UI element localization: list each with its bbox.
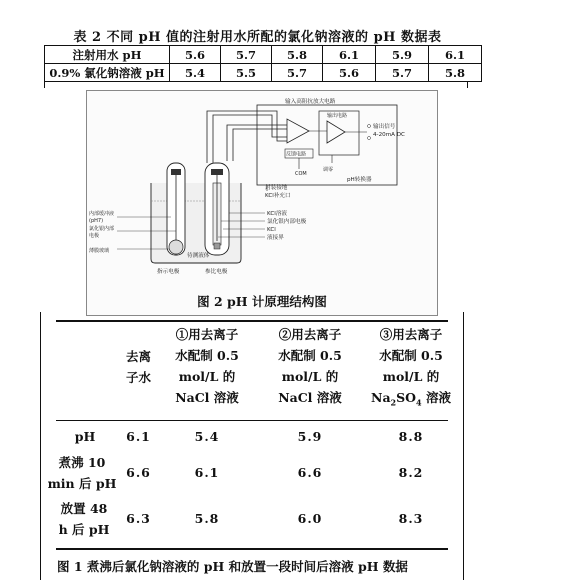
table-cell: 6.1: [429, 46, 482, 64]
amplifier-1: [287, 119, 309, 143]
ground-label: 封装接地: [265, 185, 288, 191]
header-col2: ①用去离子 水配制 0.5 mol/L 的 NaCl 溶液: [175, 327, 239, 405]
table-cell: 5.8: [429, 64, 482, 82]
electrode-cap: [211, 169, 223, 175]
bottom-rule: [56, 548, 448, 550]
row-label: 注射用水 pH: [45, 46, 170, 64]
table-cell: 8.2: [398, 465, 424, 480]
table-cell: 5.4: [194, 429, 220, 444]
junction-label: 液接界: [267, 235, 284, 241]
table-cell: 6.3: [126, 511, 151, 526]
figure1-table: [40, 312, 464, 580]
table-cell: 5.4: [170, 64, 221, 82]
zero-adjust-label: 调零: [323, 167, 334, 173]
converter-label: pH转换器: [347, 177, 372, 183]
figure1-caption: 图 1 煮沸后氯化钠溶液的 pH 和放置一段时间后溶液 pH 数据: [57, 559, 408, 574]
table-cell: 5.6: [170, 46, 221, 64]
table-border: [44, 82, 45, 88]
table-cell: 6.1: [194, 465, 220, 480]
table-cell: 5.8: [194, 511, 220, 526]
table2-title: 表 2 不同 pH 值的注射用水所配的氯化钠溶液的 pH 数据表: [73, 30, 442, 45]
kcl-solution-label: KCl溶液: [267, 211, 288, 217]
header-col4: ③用去离子 水配制 0.5 mol/L 的 $Na_2SO_4$ 溶液: [371, 327, 451, 408]
row-label: 0.9% 氯化钠溶液 pH: [45, 64, 170, 82]
table-cell: 8.8: [398, 429, 424, 444]
feedback-label: 反馈电路: [286, 151, 307, 158]
table-cell: 5.8: [272, 46, 323, 64]
inner-buffer-ph-label: (pH7): [89, 218, 104, 224]
table-border: [467, 82, 468, 88]
agcl-inner-label: 氯化银内部电极: [267, 219, 307, 225]
table-cell: 6.1: [126, 429, 151, 444]
reference-label: 参比电极: [205, 269, 228, 275]
table-cell: 5.7: [376, 64, 429, 82]
output-circuit-label: 输出电路: [327, 113, 348, 119]
row-label: 煮沸 10 min 后 pH: [47, 455, 117, 491]
table-row: [45, 64, 482, 82]
ph-meter-diagram: [86, 90, 438, 316]
top-rule: [56, 320, 448, 322]
header-col1: 去离 子水: [125, 349, 151, 385]
table-cell: 5.7: [272, 64, 323, 82]
mid-rule: [56, 420, 448, 421]
inner-buffer-label: 内部缓冲液: [89, 211, 115, 217]
row-label: pH: [74, 429, 96, 444]
table-cell: 6.6: [126, 465, 151, 480]
header-col3: ②用去离子 水配制 0.5 mol/L 的 NaCl 溶液: [278, 327, 342, 405]
table-cell: 5.6: [323, 64, 376, 82]
table-cell: 5.7: [221, 46, 272, 64]
amplifier-2: [327, 121, 345, 143]
output-signal-label: 输出信号: [373, 124, 396, 130]
row-label: 放置 48 h 后 pH: [58, 501, 110, 537]
table-cell: 6.6: [297, 465, 323, 480]
figure2-caption: 图 2 pH 计原理结构图: [197, 294, 327, 309]
glass-bulb: [169, 240, 183, 254]
output-range-label: 4-20mA DC: [373, 132, 405, 138]
agcl-left-label-2: 电极: [89, 233, 100, 239]
agcl-left-label-1: 氯化银内部: [89, 226, 115, 232]
table-cell: 6.1: [323, 46, 376, 64]
electrode-cap: [171, 169, 181, 175]
kcl-label: KCl: [267, 227, 276, 233]
table-cell: 5.9: [376, 46, 429, 64]
table-cell: 8.3: [398, 511, 424, 526]
table-cell: 6.0: [297, 511, 323, 526]
kcl-fill-label: KCl补充口: [265, 193, 291, 199]
com-label: COM: [295, 171, 307, 177]
table-cell: 5.5: [221, 64, 272, 82]
glass-label: 薄膜玻璃: [89, 248, 110, 254]
amp-title: 输入高阻抗放大电路: [285, 99, 336, 105]
solution-label: 待测液体: [187, 253, 210, 259]
indicator-label: 指示电极: [157, 269, 180, 275]
table-cell: 5.9: [297, 429, 323, 444]
table2: [44, 45, 482, 82]
table-row: [45, 46, 482, 64]
